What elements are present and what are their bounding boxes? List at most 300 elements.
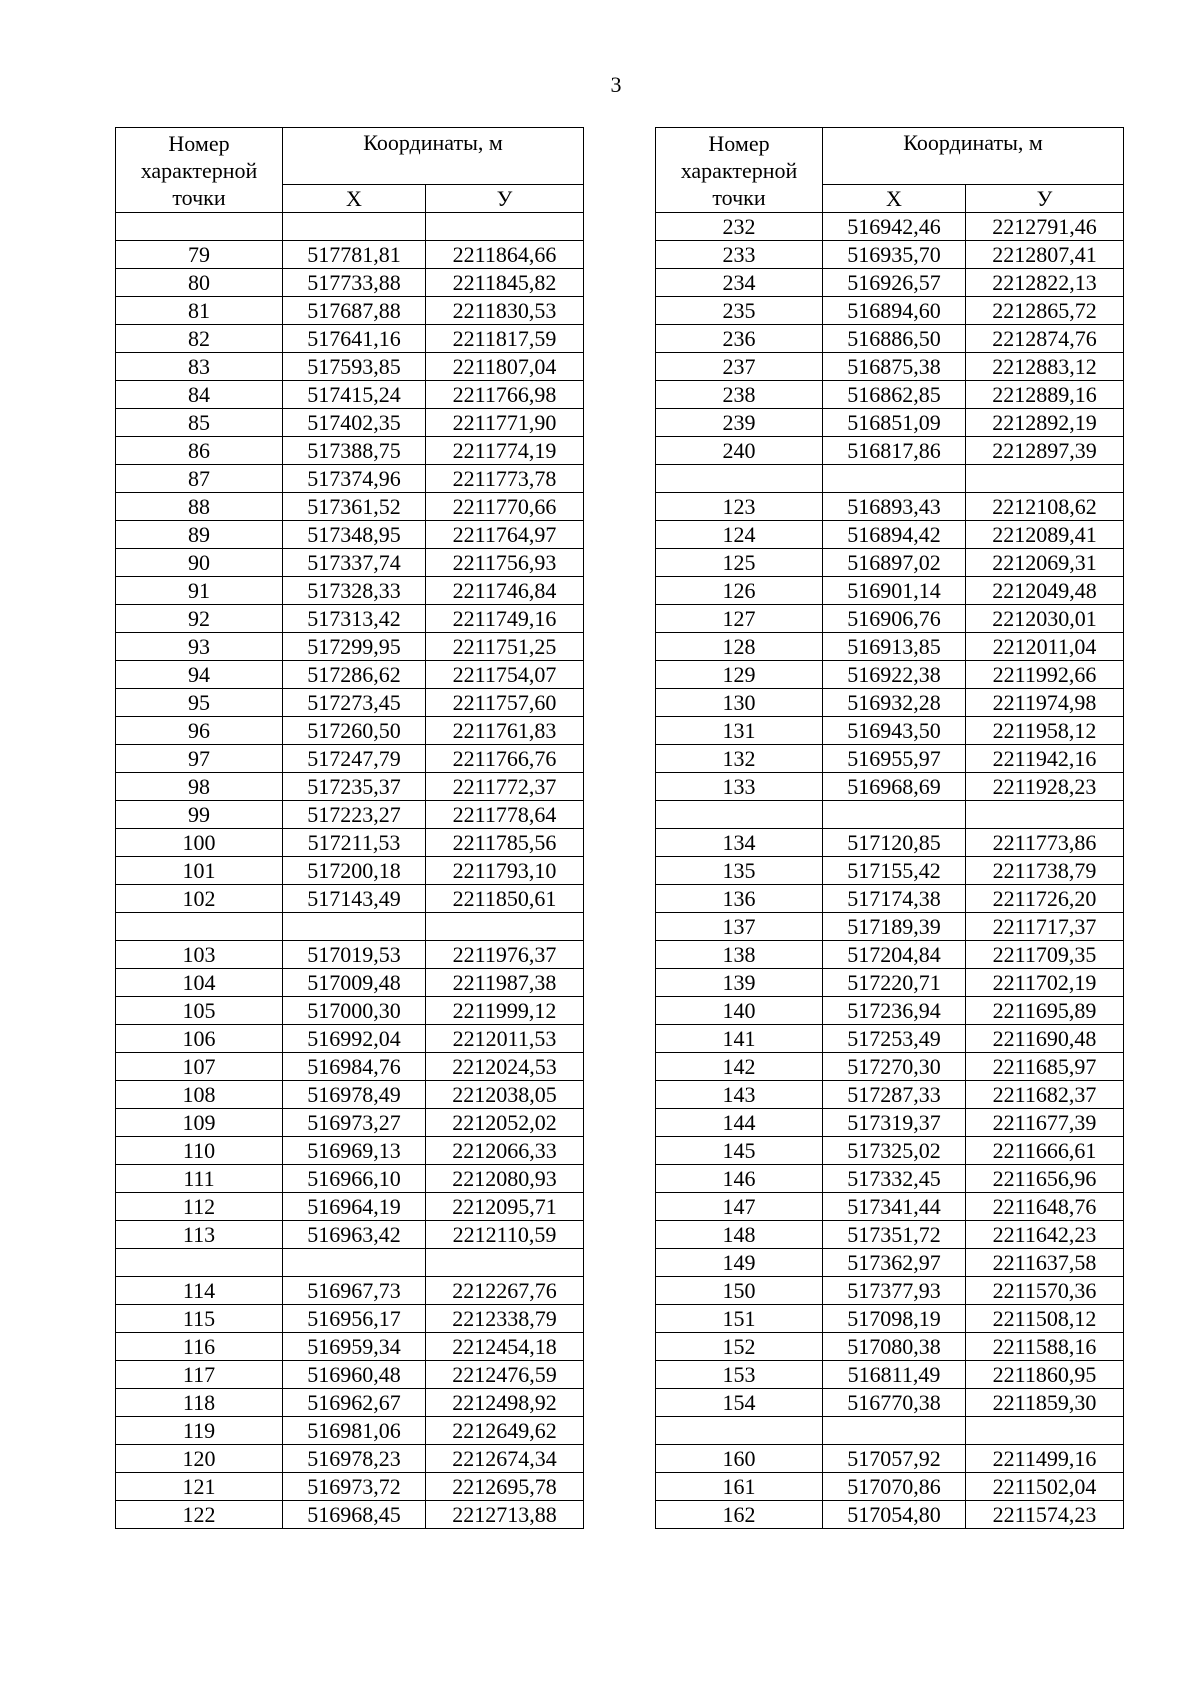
cell-y: 2211958,12 — [966, 717, 1124, 745]
cell-point-number: 137 — [656, 913, 823, 941]
cell-x: 516943,50 — [823, 717, 966, 745]
table-row — [656, 1165, 1124, 1193]
table-row — [116, 801, 584, 829]
cell-x: 517009,48 — [283, 969, 426, 997]
table-row — [116, 1137, 584, 1165]
table-row — [116, 353, 584, 381]
cell-point-number: 116 — [116, 1333, 283, 1361]
cell-y: 2211860,95 — [966, 1361, 1124, 1389]
cell-y: 2211976,37 — [426, 941, 584, 969]
cell-point-number: 146 — [656, 1165, 823, 1193]
cell-y: 2212454,18 — [426, 1333, 584, 1361]
table-row — [656, 1445, 1124, 1473]
cell-x: 516962,67 — [283, 1389, 426, 1417]
cell-x: 517593,85 — [283, 353, 426, 381]
cell-y: 2212807,41 — [966, 241, 1124, 269]
table-row — [656, 633, 1124, 661]
cell-point-number: 122 — [116, 1501, 283, 1529]
cell-x — [283, 213, 426, 241]
table-row — [116, 437, 584, 465]
table-row — [116, 381, 584, 409]
table-row — [116, 913, 584, 941]
table-row — [116, 1081, 584, 1109]
table-row — [656, 1137, 1124, 1165]
cell-y: 2212011,04 — [966, 633, 1124, 661]
cell-point-number: 81 — [116, 297, 283, 325]
cell-point-number: 98 — [116, 773, 283, 801]
cell-y: 2211690,48 — [966, 1025, 1124, 1053]
cell-x: 516973,27 — [283, 1109, 426, 1137]
table-row — [656, 941, 1124, 969]
cell-x: 516960,48 — [283, 1361, 426, 1389]
table-row — [656, 493, 1124, 521]
cell-point-number: 103 — [116, 941, 283, 969]
cell-point-number: 87 — [116, 465, 283, 493]
cell-y: 2212338,79 — [426, 1305, 584, 1333]
table-row — [656, 1277, 1124, 1305]
cell-point-number: 134 — [656, 829, 823, 857]
cell-y: 2212089,41 — [966, 521, 1124, 549]
cell-point-number: 144 — [656, 1109, 823, 1137]
cell-x: 517054,80 — [823, 1501, 966, 1529]
cell-x: 517273,45 — [283, 689, 426, 717]
cell-y — [426, 913, 584, 941]
cell-x — [283, 1249, 426, 1277]
cell-y: 2212865,72 — [966, 297, 1124, 325]
cell-y: 2211793,10 — [426, 857, 584, 885]
cell-x: 517223,27 — [283, 801, 426, 829]
cell-point-number: 237 — [656, 353, 823, 381]
cell-x: 517247,79 — [283, 745, 426, 773]
cell-y: 2212713,88 — [426, 1501, 584, 1529]
cell-y: 2211942,16 — [966, 745, 1124, 773]
cell-x: 517299,95 — [283, 633, 426, 661]
cell-x: 516886,50 — [823, 325, 966, 353]
cell-x: 516817,86 — [823, 437, 966, 465]
table-row — [656, 1361, 1124, 1389]
cell-y: 2212889,16 — [966, 381, 1124, 409]
table-row — [656, 1473, 1124, 1501]
cell-point-number: 145 — [656, 1137, 823, 1165]
cell-y: 2211746,84 — [426, 577, 584, 605]
table-row — [116, 1501, 584, 1529]
cell-point-number: 235 — [656, 297, 823, 325]
cell-point-number: 102 — [116, 885, 283, 913]
cell-x: 517236,94 — [823, 997, 966, 1025]
table-row — [656, 465, 1124, 493]
cell-point-number: 112 — [116, 1193, 283, 1221]
cell-point-number: 133 — [656, 773, 823, 801]
cell-point-number: 111 — [116, 1165, 283, 1193]
table-row — [656, 297, 1124, 325]
table-row — [116, 661, 584, 689]
cell-y: 2212649,62 — [426, 1417, 584, 1445]
cell-point-number: 88 — [116, 493, 283, 521]
cell-x: 516992,04 — [283, 1025, 426, 1053]
cell-y: 2212897,39 — [966, 437, 1124, 465]
cell-y: 2211850,61 — [426, 885, 584, 913]
cell-point-number: 90 — [116, 549, 283, 577]
cell-point-number: 92 — [116, 605, 283, 633]
cell-x: 516956,17 — [283, 1305, 426, 1333]
cell-y: 2211648,76 — [966, 1193, 1124, 1221]
cell-x: 517000,30 — [283, 997, 426, 1025]
cell-x: 517325,02 — [823, 1137, 966, 1165]
cell-y: 2212874,76 — [966, 325, 1124, 353]
table-row — [116, 1417, 584, 1445]
cell-point-number: 238 — [656, 381, 823, 409]
cell-point-number — [656, 801, 823, 829]
cell-x: 516973,72 — [283, 1473, 426, 1501]
cell-x: 516968,45 — [283, 1501, 426, 1529]
cell-x: 517260,50 — [283, 717, 426, 745]
cell-point-number: 118 — [116, 1389, 283, 1417]
table-row — [656, 521, 1124, 549]
table-row — [116, 493, 584, 521]
cell-y: 2212267,76 — [426, 1277, 584, 1305]
cell-point-number: 129 — [656, 661, 823, 689]
cell-point-number: 153 — [656, 1361, 823, 1389]
cell-y: 2211766,98 — [426, 381, 584, 409]
cell-point-number: 236 — [656, 325, 823, 353]
cell-point-number: 121 — [116, 1473, 283, 1501]
cell-y: 2212498,92 — [426, 1389, 584, 1417]
cell-y: 2211817,59 — [426, 325, 584, 353]
cell-x: 517174,38 — [823, 885, 966, 913]
cell-point-number: 160 — [656, 1445, 823, 1473]
cell-y — [426, 213, 584, 241]
cell-y: 2211754,07 — [426, 661, 584, 689]
table-row — [116, 1445, 584, 1473]
cell-y: 2211499,16 — [966, 1445, 1124, 1473]
cell-point-number: 141 — [656, 1025, 823, 1053]
table-row — [116, 941, 584, 969]
cell-point-number: 131 — [656, 717, 823, 745]
cell-y — [966, 465, 1124, 493]
table-row — [116, 549, 584, 577]
cell-point-number — [656, 465, 823, 493]
header-point-number: Номер характерной точки — [656, 128, 823, 213]
table-row — [656, 773, 1124, 801]
cell-point-number: 239 — [656, 409, 823, 437]
cell-y: 2211764,97 — [426, 521, 584, 549]
cell-y: 2212110,59 — [426, 1221, 584, 1249]
table-row — [116, 773, 584, 801]
cell-y: 2211738,79 — [966, 857, 1124, 885]
cell-point-number: 95 — [116, 689, 283, 717]
cell-y: 2211685,97 — [966, 1053, 1124, 1081]
cell-point-number: 110 — [116, 1137, 283, 1165]
cell-y: 2211999,12 — [426, 997, 584, 1025]
cell-y: 2211987,38 — [426, 969, 584, 997]
cell-x: 516922,38 — [823, 661, 966, 689]
cell-x: 516926,57 — [823, 269, 966, 297]
cell-x: 517253,49 — [823, 1025, 966, 1053]
table-row — [656, 213, 1124, 241]
cell-x: 517332,45 — [823, 1165, 966, 1193]
cell-x: 517319,37 — [823, 1109, 966, 1137]
cell-x: 517402,35 — [283, 409, 426, 437]
cell-y: 2211773,86 — [966, 829, 1124, 857]
cell-y: 2212030,01 — [966, 605, 1124, 633]
table-row — [116, 521, 584, 549]
cell-y: 2211770,66 — [426, 493, 584, 521]
cell-x: 517348,95 — [283, 521, 426, 549]
table-header-row — [656, 128, 1124, 185]
cell-point-number: 84 — [116, 381, 283, 409]
table-row — [116, 1025, 584, 1053]
table-row — [656, 605, 1124, 633]
table-row — [656, 1249, 1124, 1277]
cell-x — [283, 913, 426, 941]
table-row — [116, 577, 584, 605]
table-row — [116, 1165, 584, 1193]
cell-point-number: 128 — [656, 633, 823, 661]
table-row — [656, 1389, 1124, 1417]
cell-y: 2212791,46 — [966, 213, 1124, 241]
header-coordinates: Координаты, м — [823, 128, 1124, 185]
cell-point-number: 132 — [656, 745, 823, 773]
cell-y: 2212822,13 — [966, 269, 1124, 297]
cell-y: 2212108,62 — [966, 493, 1124, 521]
table-row — [116, 465, 584, 493]
cell-x: 516963,42 — [283, 1221, 426, 1249]
cell-x: 517415,24 — [283, 381, 426, 409]
table-row — [656, 269, 1124, 297]
cell-y: 2211726,20 — [966, 885, 1124, 913]
table-row — [116, 269, 584, 297]
cell-x: 516862,85 — [823, 381, 966, 409]
table-row — [116, 1333, 584, 1361]
table-row — [116, 717, 584, 745]
cell-x: 517733,88 — [283, 269, 426, 297]
table-row — [656, 1109, 1124, 1137]
cell-x: 516964,19 — [283, 1193, 426, 1221]
cell-point-number: 80 — [116, 269, 283, 297]
header-x: Х — [283, 185, 426, 213]
cell-y — [426, 1249, 584, 1277]
table-row — [116, 1305, 584, 1333]
cell-point-number: 136 — [656, 885, 823, 913]
cell-point-number: 139 — [656, 969, 823, 997]
cell-x: 517189,39 — [823, 913, 966, 941]
cell-x: 516942,46 — [823, 213, 966, 241]
cell-x: 516967,73 — [283, 1277, 426, 1305]
cell-point-number: 106 — [116, 1025, 283, 1053]
cell-point-number — [116, 213, 283, 241]
table-row — [656, 325, 1124, 353]
cell-y — [966, 1417, 1124, 1445]
header-x: Х — [823, 185, 966, 213]
table-row — [116, 409, 584, 437]
cell-y: 2212674,34 — [426, 1445, 584, 1473]
cell-point-number — [116, 913, 283, 941]
page-number: 3 — [610, 72, 622, 97]
cell-y: 2212038,05 — [426, 1081, 584, 1109]
table-row — [656, 829, 1124, 857]
table-row — [656, 745, 1124, 773]
cell-x: 516978,49 — [283, 1081, 426, 1109]
cell-y: 2211845,82 — [426, 269, 584, 297]
table-row — [116, 1277, 584, 1305]
cell-x: 517057,92 — [823, 1445, 966, 1473]
table-row — [116, 297, 584, 325]
cell-x: 517641,16 — [283, 325, 426, 353]
table-row — [656, 885, 1124, 913]
table-row — [116, 1221, 584, 1249]
cell-x: 516913,85 — [823, 633, 966, 661]
cell-x: 517287,33 — [823, 1081, 966, 1109]
table-row — [656, 913, 1124, 941]
cell-point-number: 100 — [116, 829, 283, 857]
cell-point-number — [656, 1417, 823, 1445]
cell-y: 2211682,37 — [966, 1081, 1124, 1109]
table-row — [116, 1473, 584, 1501]
cell-y: 2211766,76 — [426, 745, 584, 773]
cell-y: 2211785,56 — [426, 829, 584, 857]
cell-x: 516981,06 — [283, 1417, 426, 1445]
cell-point-number: 161 — [656, 1473, 823, 1501]
cell-y: 2211774,19 — [426, 437, 584, 465]
cell-point-number: 147 — [656, 1193, 823, 1221]
table-row — [656, 661, 1124, 689]
table-header-row — [116, 128, 584, 185]
cell-y: 2211749,16 — [426, 605, 584, 633]
cell-x: 516811,49 — [823, 1361, 966, 1389]
cell-x: 517235,37 — [283, 773, 426, 801]
table-row — [656, 689, 1124, 717]
cell-point-number: 138 — [656, 941, 823, 969]
cell-y: 2211574,23 — [966, 1501, 1124, 1529]
table-row — [116, 1193, 584, 1221]
cell-point-number: 82 — [116, 325, 283, 353]
table-row — [116, 1389, 584, 1417]
cell-x: 517070,86 — [823, 1473, 966, 1501]
cell-point-number: 135 — [656, 857, 823, 885]
table-row — [656, 1501, 1124, 1529]
table-row — [116, 1249, 584, 1277]
cell-y: 2212069,31 — [966, 549, 1124, 577]
cell-x: 516959,34 — [283, 1333, 426, 1361]
cell-y: 2212066,33 — [426, 1137, 584, 1165]
table-row — [656, 717, 1124, 745]
table-row — [656, 801, 1124, 829]
cell-x: 516875,38 — [823, 353, 966, 381]
table-row — [656, 857, 1124, 885]
cell-x: 517270,30 — [823, 1053, 966, 1081]
cell-y: 2211830,53 — [426, 297, 584, 325]
cell-x: 517328,33 — [283, 577, 426, 605]
cell-x — [823, 1417, 966, 1445]
cell-x: 517687,88 — [283, 297, 426, 325]
cell-y: 2212024,53 — [426, 1053, 584, 1081]
cell-y: 2211508,12 — [966, 1305, 1124, 1333]
cell-y: 2211677,39 — [966, 1109, 1124, 1137]
cell-x: 517220,71 — [823, 969, 966, 997]
table-row — [656, 1053, 1124, 1081]
table-row — [116, 885, 584, 913]
cell-y: 2211751,25 — [426, 633, 584, 661]
cell-y: 2212095,71 — [426, 1193, 584, 1221]
cell-x: 517388,75 — [283, 437, 426, 465]
table-row — [116, 1109, 584, 1137]
cell-y: 2211761,83 — [426, 717, 584, 745]
cell-y: 2211656,96 — [966, 1165, 1124, 1193]
cell-x: 516851,09 — [823, 409, 966, 437]
table-row — [656, 381, 1124, 409]
table-row — [116, 1361, 584, 1389]
table-row — [656, 577, 1124, 605]
cell-point-number: 86 — [116, 437, 283, 465]
table-body-left — [116, 213, 584, 1529]
cell-point-number: 96 — [116, 717, 283, 745]
cell-y: 2212883,12 — [966, 353, 1124, 381]
cell-y: 2212695,78 — [426, 1473, 584, 1501]
cell-y: 2212080,93 — [426, 1165, 584, 1193]
cell-point-number: 109 — [116, 1109, 283, 1137]
cell-point-number: 125 — [656, 549, 823, 577]
table-body-right — [656, 213, 1124, 1529]
table-row — [116, 241, 584, 269]
cell-point-number: 91 — [116, 577, 283, 605]
cell-y: 2211709,35 — [966, 941, 1124, 969]
cell-x — [823, 801, 966, 829]
table-row — [656, 969, 1124, 997]
cell-point-number: 101 — [116, 857, 283, 885]
table-row — [116, 689, 584, 717]
cell-x: 516897,02 — [823, 549, 966, 577]
cell-point-number: 113 — [116, 1221, 283, 1249]
cell-x: 517204,84 — [823, 941, 966, 969]
cell-point-number: 124 — [656, 521, 823, 549]
cell-y: 2211695,89 — [966, 997, 1124, 1025]
cell-y: 2212052,02 — [426, 1109, 584, 1137]
cell-point-number: 234 — [656, 269, 823, 297]
cell-point-number: 107 — [116, 1053, 283, 1081]
cell-x: 517377,93 — [823, 1277, 966, 1305]
cell-y: 2211778,64 — [426, 801, 584, 829]
cell-x: 517120,85 — [823, 829, 966, 857]
cell-point-number: 99 — [116, 801, 283, 829]
coordinates-table-right — [655, 127, 1124, 1529]
table-row — [116, 1053, 584, 1081]
cell-y: 2211771,90 — [426, 409, 584, 437]
cell-y: 2211502,04 — [966, 1473, 1124, 1501]
cell-y: 2211772,37 — [426, 773, 584, 801]
cell-x: 516955,97 — [823, 745, 966, 773]
cell-x: 516894,60 — [823, 297, 966, 325]
cell-point-number: 233 — [656, 241, 823, 269]
cell-point-number: 162 — [656, 1501, 823, 1529]
table-row — [656, 437, 1124, 465]
cell-point-number: 127 — [656, 605, 823, 633]
cell-x: 516978,23 — [283, 1445, 426, 1473]
table-row — [656, 997, 1124, 1025]
cell-x: 516966,10 — [283, 1165, 426, 1193]
cell-point-number: 232 — [656, 213, 823, 241]
cell-point-number: 148 — [656, 1221, 823, 1249]
cell-point-number: 79 — [116, 241, 283, 269]
cell-x: 517362,97 — [823, 1249, 966, 1277]
cell-point-number: 152 — [656, 1333, 823, 1361]
cell-y: 2211637,58 — [966, 1249, 1124, 1277]
table-row — [656, 241, 1124, 269]
table-row — [656, 409, 1124, 437]
cell-x: 517313,42 — [283, 605, 426, 633]
cell-point-number: 93 — [116, 633, 283, 661]
cell-y: 2212476,59 — [426, 1361, 584, 1389]
coordinates-table-left — [115, 127, 584, 1529]
